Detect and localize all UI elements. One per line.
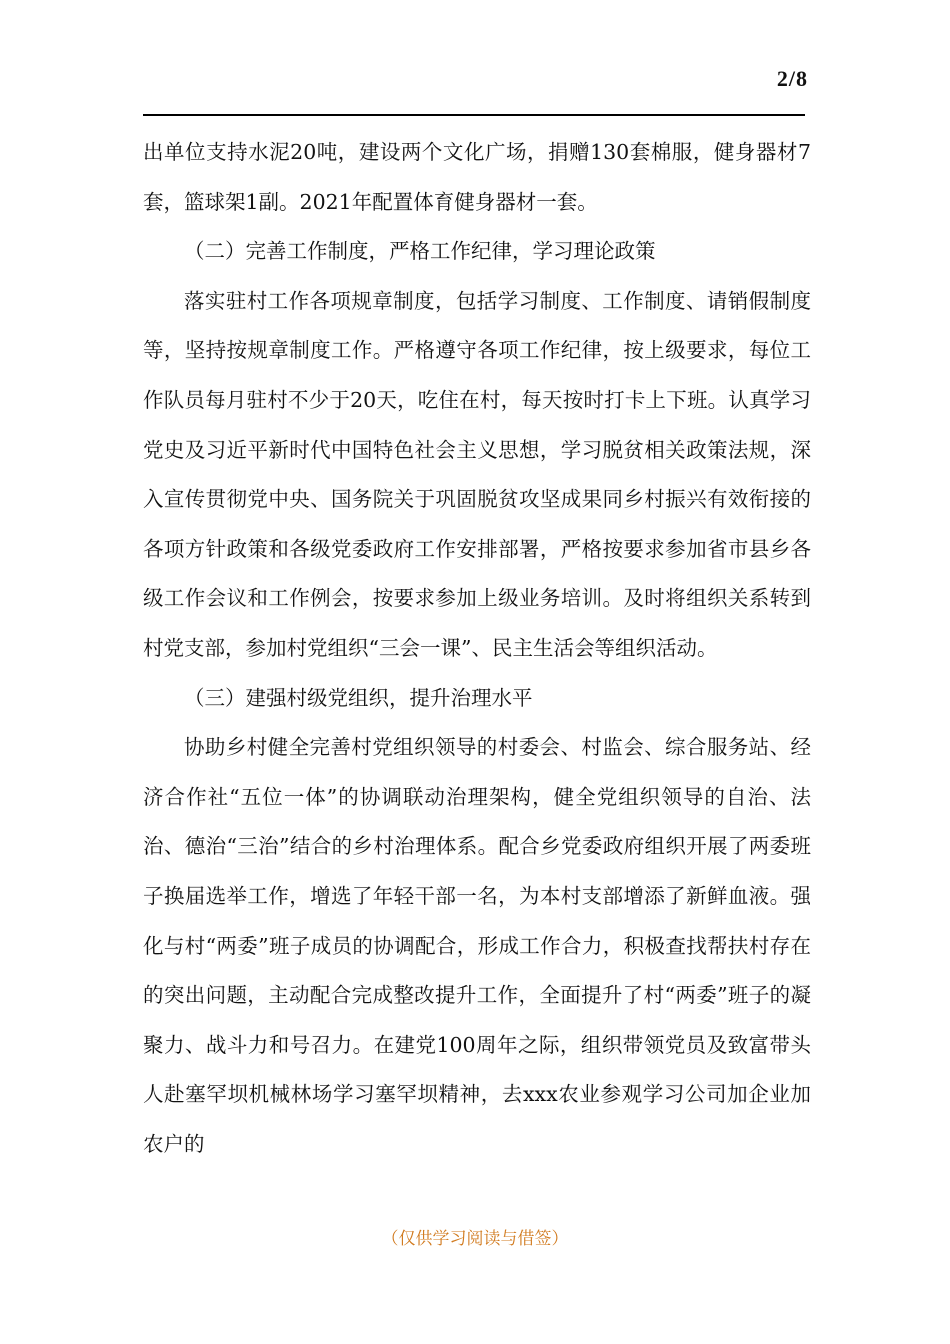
section-heading-3: （三）建强村级党组织，提升治理水平 [184, 685, 533, 710]
document-body [143, 128, 811, 1169]
page-number: 2/8 [776, 66, 808, 91]
paragraph-continued: 出单位支持水泥20吨，建设两个文化广场，捐赠130套棉服，健身器材7套，篮球架1副。2021年配置体育健身器材一套。 [143, 140, 811, 214]
paragraph-party-organization: 协助乡村健全完善村党组织领导的村委会、村监会、综合服务站、经济合作社“五位一体”的协调联动治理架构，健全党组织领导的自治、法治、德治“三治”结合的乡村治理体系。配合乡党委政府组织开展了两委班子换届选举工作，增选了年轻干部一名，为本村支部增添了新鲜血液。强化与村“两委”班子成员的协调配合，形成工作合力，积极查找帮扶村存在的突出问题，主动配合完成整改提升工作，全面提升了村“两委”班子的凝聚力、战斗力和号召力。在建党100周年之际，组织带领党员及致富带头人赴塞罕坝机械林场学习塞罕坝精神，去xxx农业参观学习公司加企业加农户的 [143, 735, 811, 1156]
paragraph-work-system: 落实驻村工作各项规章制度，包括学习制度、工作制度、请销假制度等，坚持按规章制度工作。严格遵守各项工作纪律，按上级要求，每位工作队员每月驻村不少于20天，吃住在村，每天按时打卡上下班。认真学习党史及习近平新时代中国特色社会主义思想，学习脱贫相关政策法规，深入宣传贯彻党中央、国务院关于巩固脱贫攻坚成果同乡村振兴有效衔接的各项方针政策和各级党委政府工作安排部署，严格按要求参加省市县乡各级工作会议和工作例会，按要求参加上级业务培训。及时将组织关系转到村党支部，参加村党组织“三会一课”、民主生活会等组织活动。 [143, 288, 811, 660]
footer-note: （仅供学习阅读与借签） [381, 1229, 569, 1249]
header-divider [143, 114, 805, 116]
section-heading-2: （二）完善工作制度，严格工作纪律，学习理论政策 [184, 239, 656, 264]
